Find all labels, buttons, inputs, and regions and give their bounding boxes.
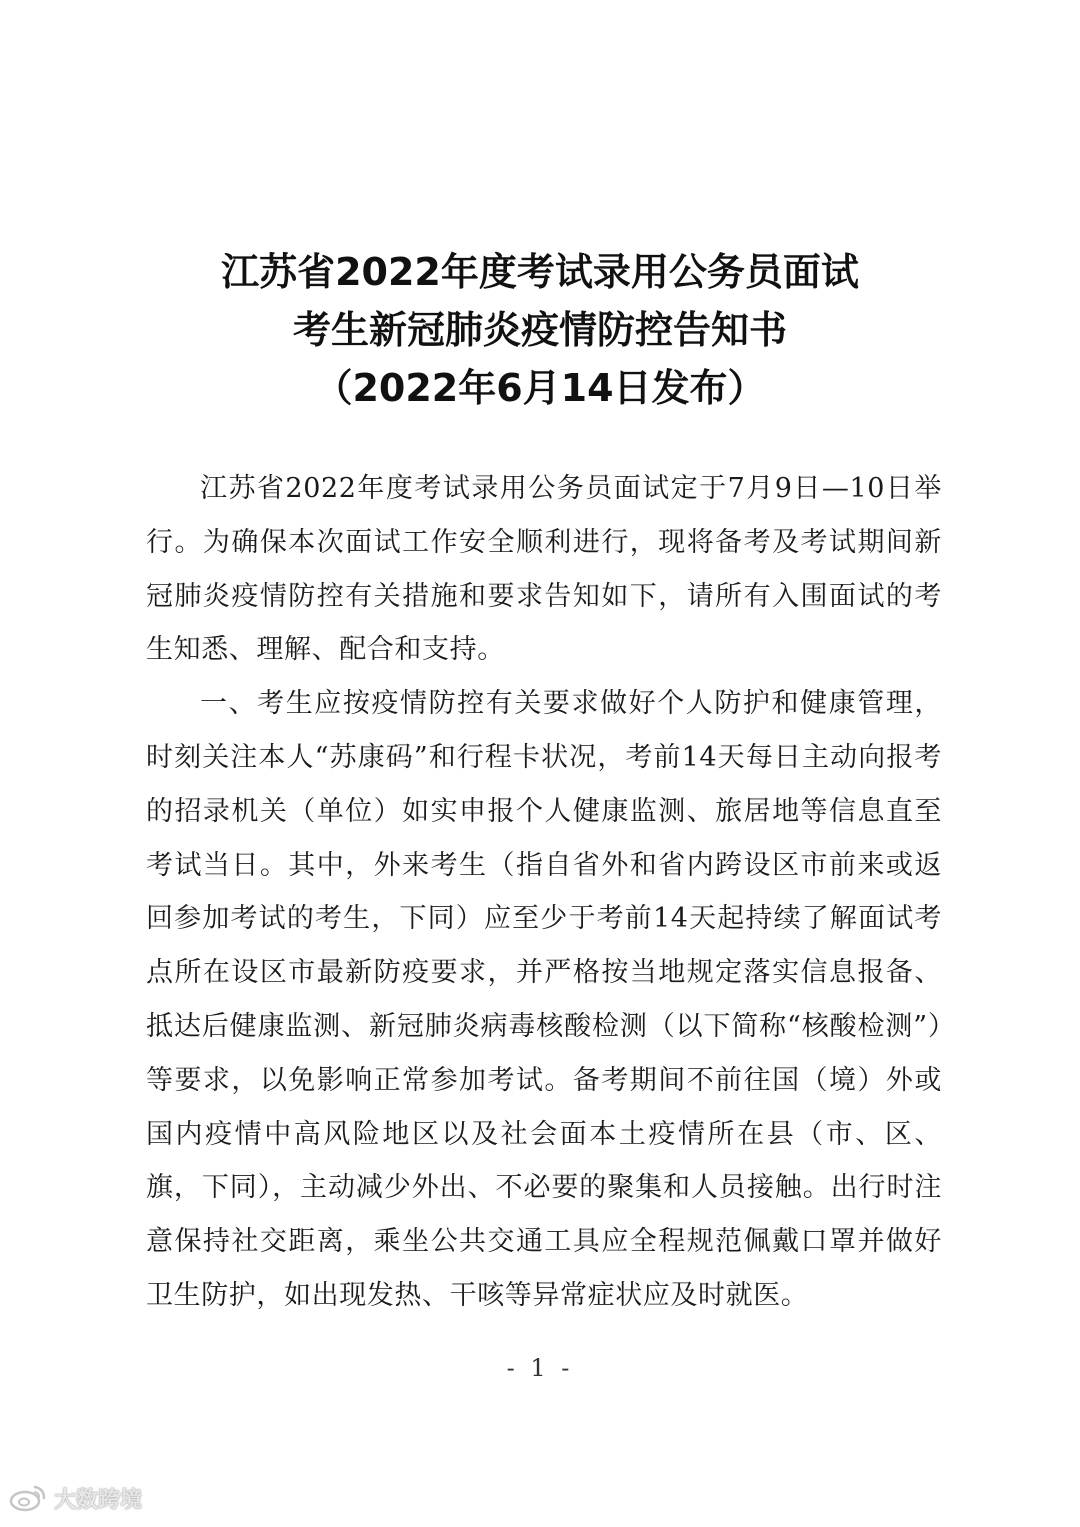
page-number: - 1 - bbox=[506, 1354, 574, 1382]
watermark-text: 大数跨境 bbox=[54, 1487, 143, 1513]
document-title bbox=[0, 243, 1080, 417]
title-line-3: （2022年6月14日发布） bbox=[314, 366, 766, 410]
title-line-2: 考生新冠肺炎疫情防控告知书 bbox=[292, 308, 787, 352]
watermark bbox=[8, 1480, 142, 1516]
paragraph-section-1: 一、考生应按疫情防控有关要求做好个人防护和健康管理，时刻关注本人“苏康码”和行程卡状况，考前14天每日主动向报考的招录机关（单位）如实申报个人健康监测、旅居地等信息直至考试当日。其中，外来考生（指自省外和省内跨设区市前来或返回参加考试的考生，下同）应至少于考前14天起持续了解面试考点所在设区市最新防疫要求，并严格按当地规定落实信息报备、抵达后健康监测、新冠肺炎病毒核酸检测（以下简称“核酸检测”）等要求，以免影响正常参加考试。备考期间不前往国（境）外或国内疫情中高风险地区以及社会面本土疫情所在县（市、区、旗，下同），主动减少外出、不必要的聚集和人员接触。出行时注意保持社交距离，乘坐公共交通工具应全程规范佩戴口罩并做好卫生防护，如出现发热、干咳等异常症状应及时就医。 bbox=[146, 688, 942, 1311]
weibo-logo-icon bbox=[8, 1483, 48, 1513]
paragraph-intro: 江苏省2022年度考试录用公务员面试定于7月9日—10日举行。为确保本次面试工作安全顺利进行，现将备考及考试期间新冠肺炎疫情防控有关措施和要求告知如下，请所有入围面试的考生知悉、理解、配合和支持。 bbox=[146, 473, 942, 666]
document-body bbox=[146, 462, 942, 1323]
title-line-1: 江苏省2022年度考试录用公务员面试 bbox=[221, 250, 859, 294]
